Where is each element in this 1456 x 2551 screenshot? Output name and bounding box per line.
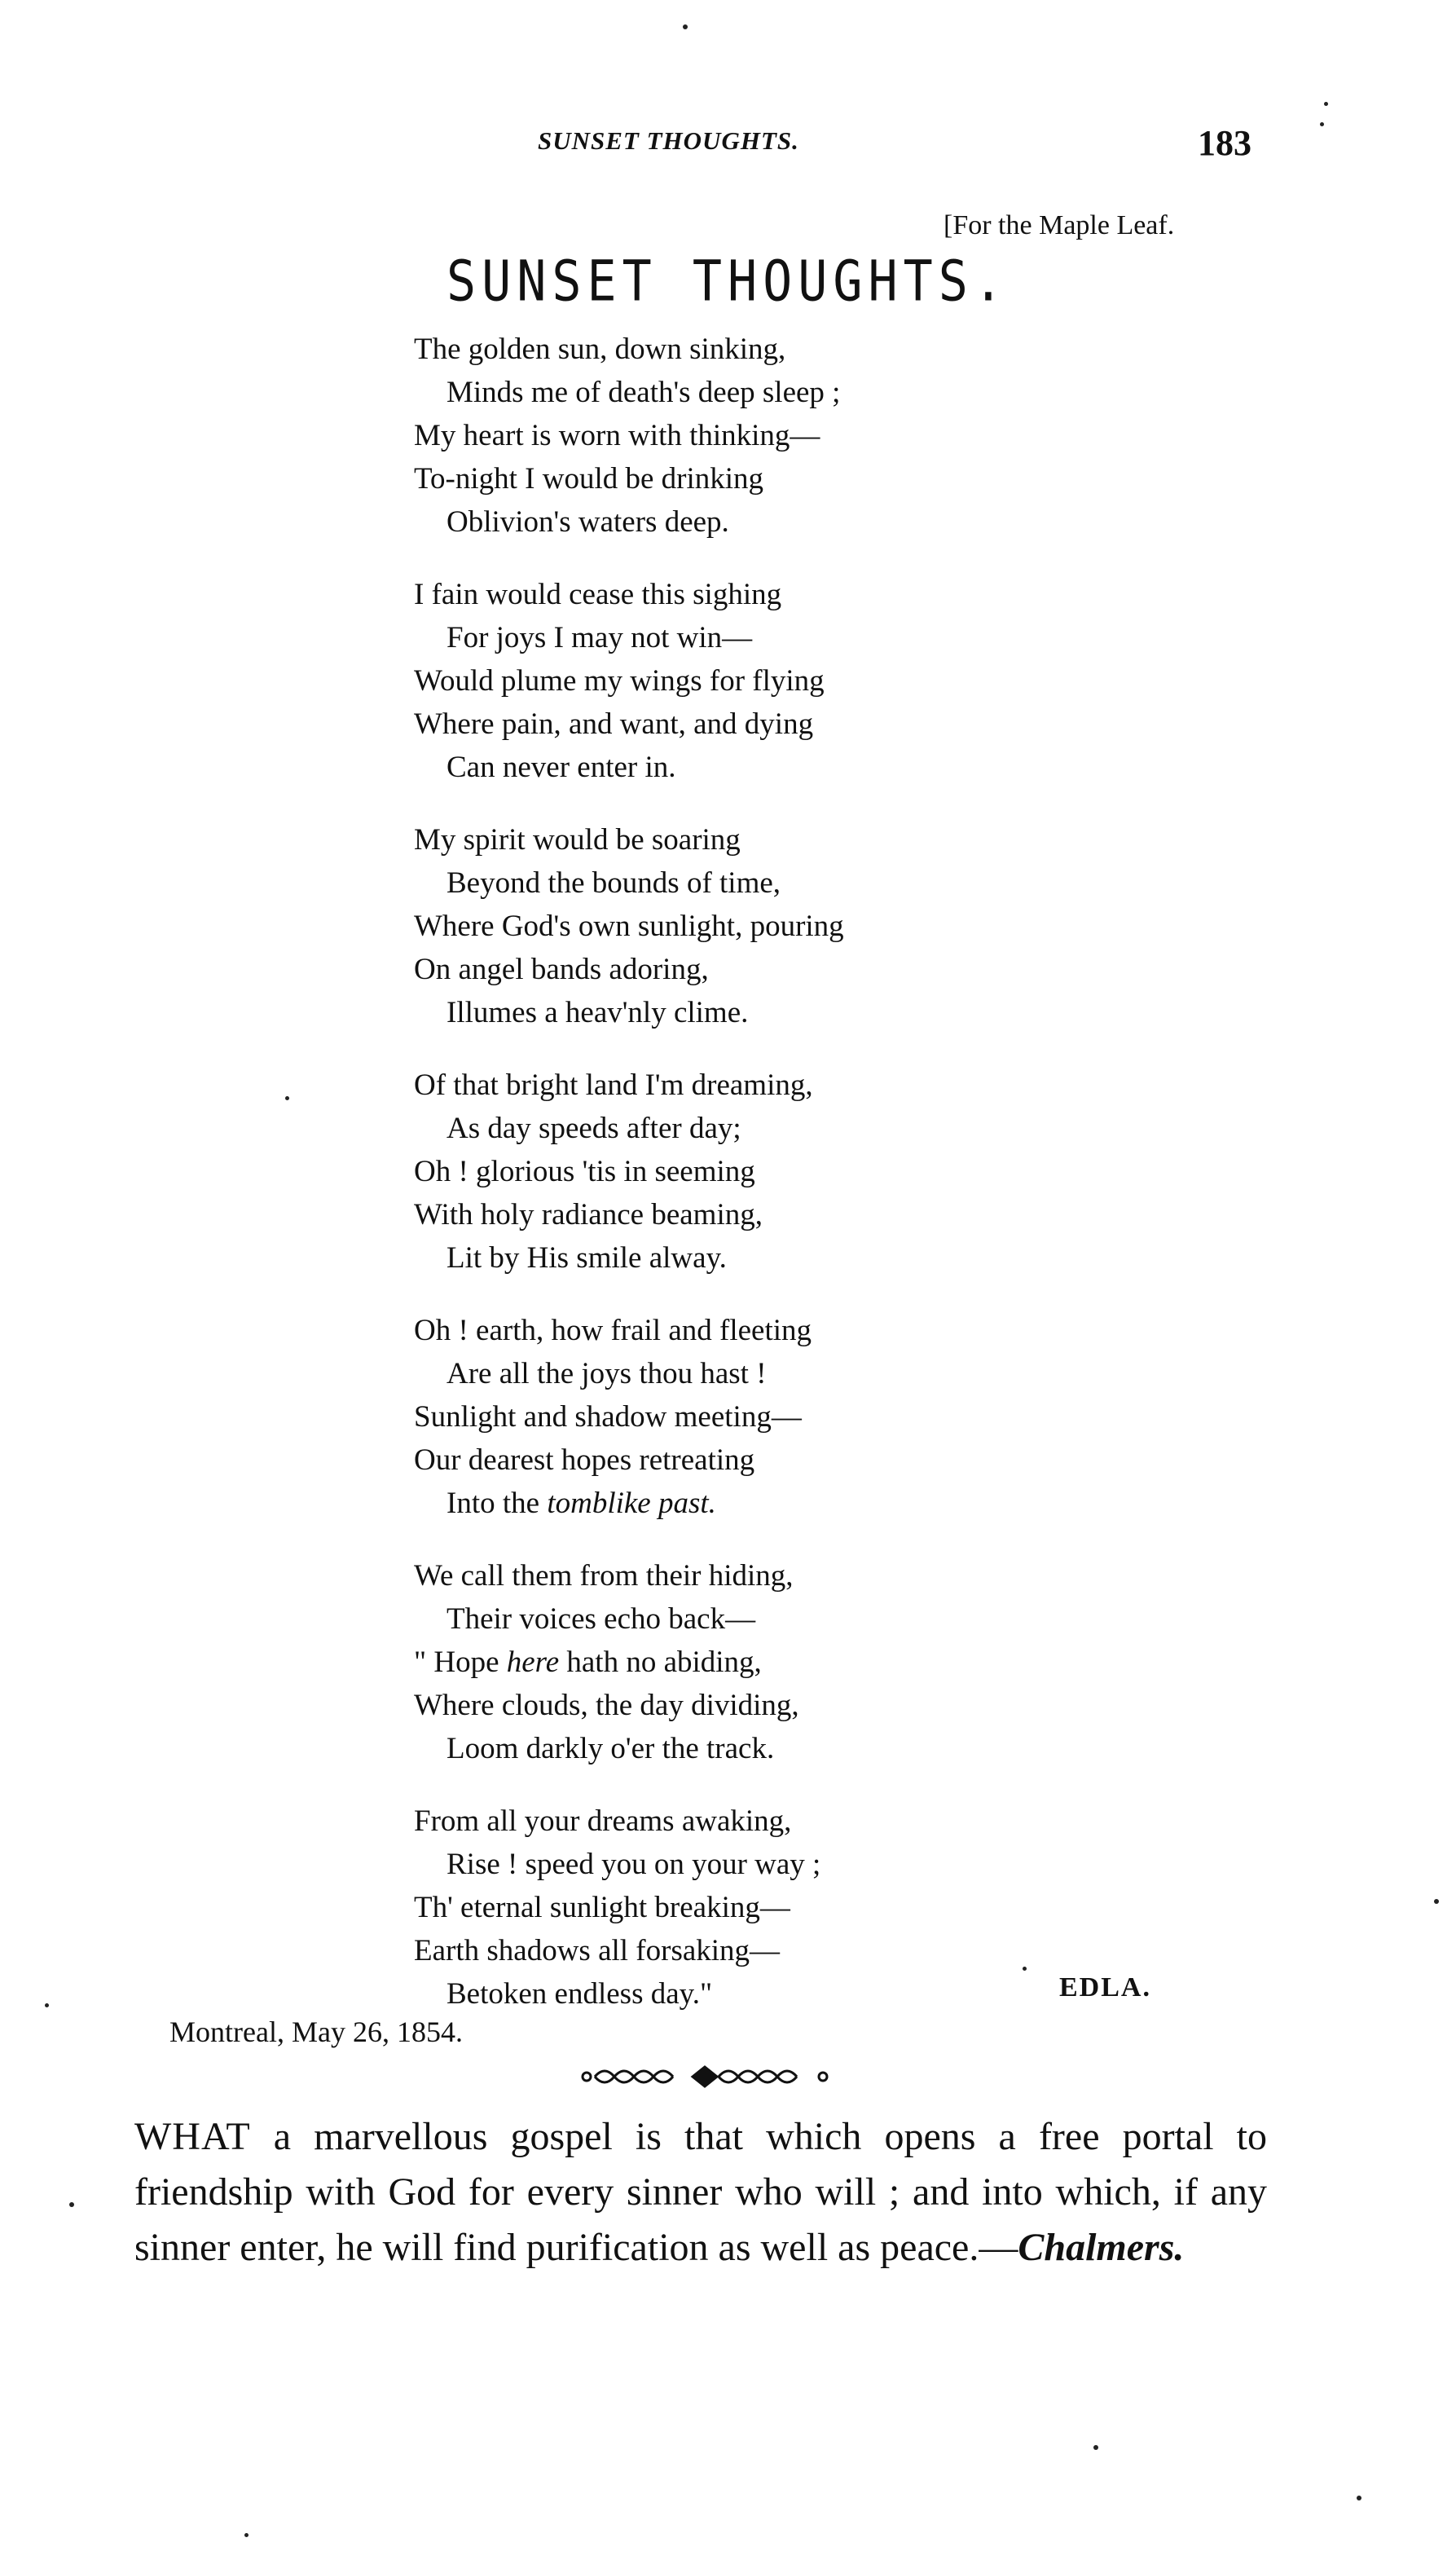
poem-line: Of that bright land I'm dreaming, xyxy=(414,1068,813,1102)
stanza-5 xyxy=(414,1309,1147,1525)
poem-line-italic: tomblike past. xyxy=(547,1487,716,1520)
poem-line: The golden sun, down sinking, xyxy=(414,333,786,366)
scan-speck xyxy=(244,2533,249,2537)
poem-line: Minds me of death's deep sleep ; xyxy=(446,376,841,409)
poem-line-italic: here xyxy=(506,1646,560,1679)
scan-speck xyxy=(1324,102,1328,106)
source-note: [For the Maple Leaf. xyxy=(944,210,1175,240)
stanza-4 xyxy=(414,1064,1147,1280)
stanza-7 xyxy=(414,1800,1147,2016)
scan-speck xyxy=(45,2003,49,2007)
stanza-2 xyxy=(414,573,1147,789)
poem-body xyxy=(414,328,1147,2045)
stanza-3 xyxy=(414,818,1147,1034)
scan-speck xyxy=(683,24,688,29)
scan-speck xyxy=(1023,1967,1027,1971)
poem-line: Lit by His smile alway. xyxy=(446,1241,727,1275)
quote-attribution: Chalmers. xyxy=(1018,2226,1185,2269)
stanza-6 xyxy=(414,1554,1147,1770)
poem-line: Sunlight and shadow meeting— xyxy=(414,1400,802,1434)
poem-line: For joys I may not win— xyxy=(446,621,753,654)
poem-line: My heart is worn with thinking— xyxy=(414,419,820,452)
poem-line: Rise ! speed you on your way ; xyxy=(446,1848,821,1881)
poem-line: Their voices echo back— xyxy=(446,1602,756,1636)
poem-line: Where pain, and want, and dying xyxy=(414,707,814,741)
poem-line: Oblivion's waters deep. xyxy=(446,505,729,539)
poem-title: SUNSET THOUGHTS. xyxy=(446,249,1009,315)
poem-author: EDLA. xyxy=(1059,1972,1151,2002)
poem-line: My spirit would be soaring xyxy=(414,823,741,857)
poem-line: Beyond the bounds of time, xyxy=(446,866,781,900)
scan-speck xyxy=(1320,122,1324,126)
poem-line-emphasis-host xyxy=(414,1641,1147,1684)
poem-line: From all your dreams awaking, xyxy=(414,1804,792,1838)
poem-line: As day speeds after day; xyxy=(446,1112,741,1145)
quote-body: a marvellous gospel is that which opens a free portal to friendship with God for every sinner who will ; and into which, if any sinner enter, he will find purification as well as peace.— xyxy=(134,2115,1267,2269)
place-date: Montreal, May 26, 1854. xyxy=(169,2016,463,2048)
poem-line-emphasis-host xyxy=(414,1482,1147,1525)
poem-line: Can never enter in. xyxy=(446,751,676,784)
page-number: 183 xyxy=(1198,123,1251,163)
scan-speck xyxy=(285,1096,289,1100)
poem-line: Illumes a heav'nly clime. xyxy=(446,996,749,1029)
poem-line: Would plume my wings for flying xyxy=(414,664,825,698)
poem-line: Where God's own sunlight, pouring xyxy=(414,910,844,943)
poem-line-tail: hath no abiding, xyxy=(559,1646,762,1679)
closing-quote xyxy=(134,2109,1267,2276)
poem-line: Betoken endless day." xyxy=(446,1977,713,2011)
poem-line: Oh ! glorious 'tis in seeming xyxy=(414,1155,755,1188)
quote-lead-word: WHAT xyxy=(134,2115,251,2158)
poem-line: Th' eternal sunlight breaking— xyxy=(414,1891,790,1924)
poem-line: With holy radiance beaming, xyxy=(414,1198,763,1231)
poem-line: On angel bands adoring, xyxy=(414,953,709,986)
scan-speck xyxy=(1357,2496,1361,2500)
poem-line: We call them from their hiding, xyxy=(414,1559,794,1593)
poem-line-lead: " Hope xyxy=(414,1646,507,1679)
poem-line: Oh ! earth, how frail and fleeting xyxy=(414,1314,812,1347)
poem-line: Are all the joys thou hast ! xyxy=(446,1357,767,1390)
poem-line: Our dearest hopes retreating xyxy=(414,1443,755,1477)
stanza-1 xyxy=(414,328,1147,544)
poem-line: Earth shadows all forsaking— xyxy=(414,1934,781,1967)
scan-speck xyxy=(1093,2445,1098,2450)
poem-line: I fain would cease this sighing xyxy=(414,578,782,611)
scan-speck xyxy=(69,2202,74,2207)
ornament-divider xyxy=(578,2062,831,2091)
running-head: SUNSET THOUGHTS. xyxy=(538,126,799,155)
scan-speck xyxy=(1434,1899,1439,1904)
poem-line: To-night I would be drinking xyxy=(414,462,764,496)
poem-line: Where clouds, the day dividing, xyxy=(414,1689,799,1722)
poem-line-lead: Into the xyxy=(446,1487,548,1520)
poem-line: Loom darkly o'er the track. xyxy=(446,1732,775,1765)
